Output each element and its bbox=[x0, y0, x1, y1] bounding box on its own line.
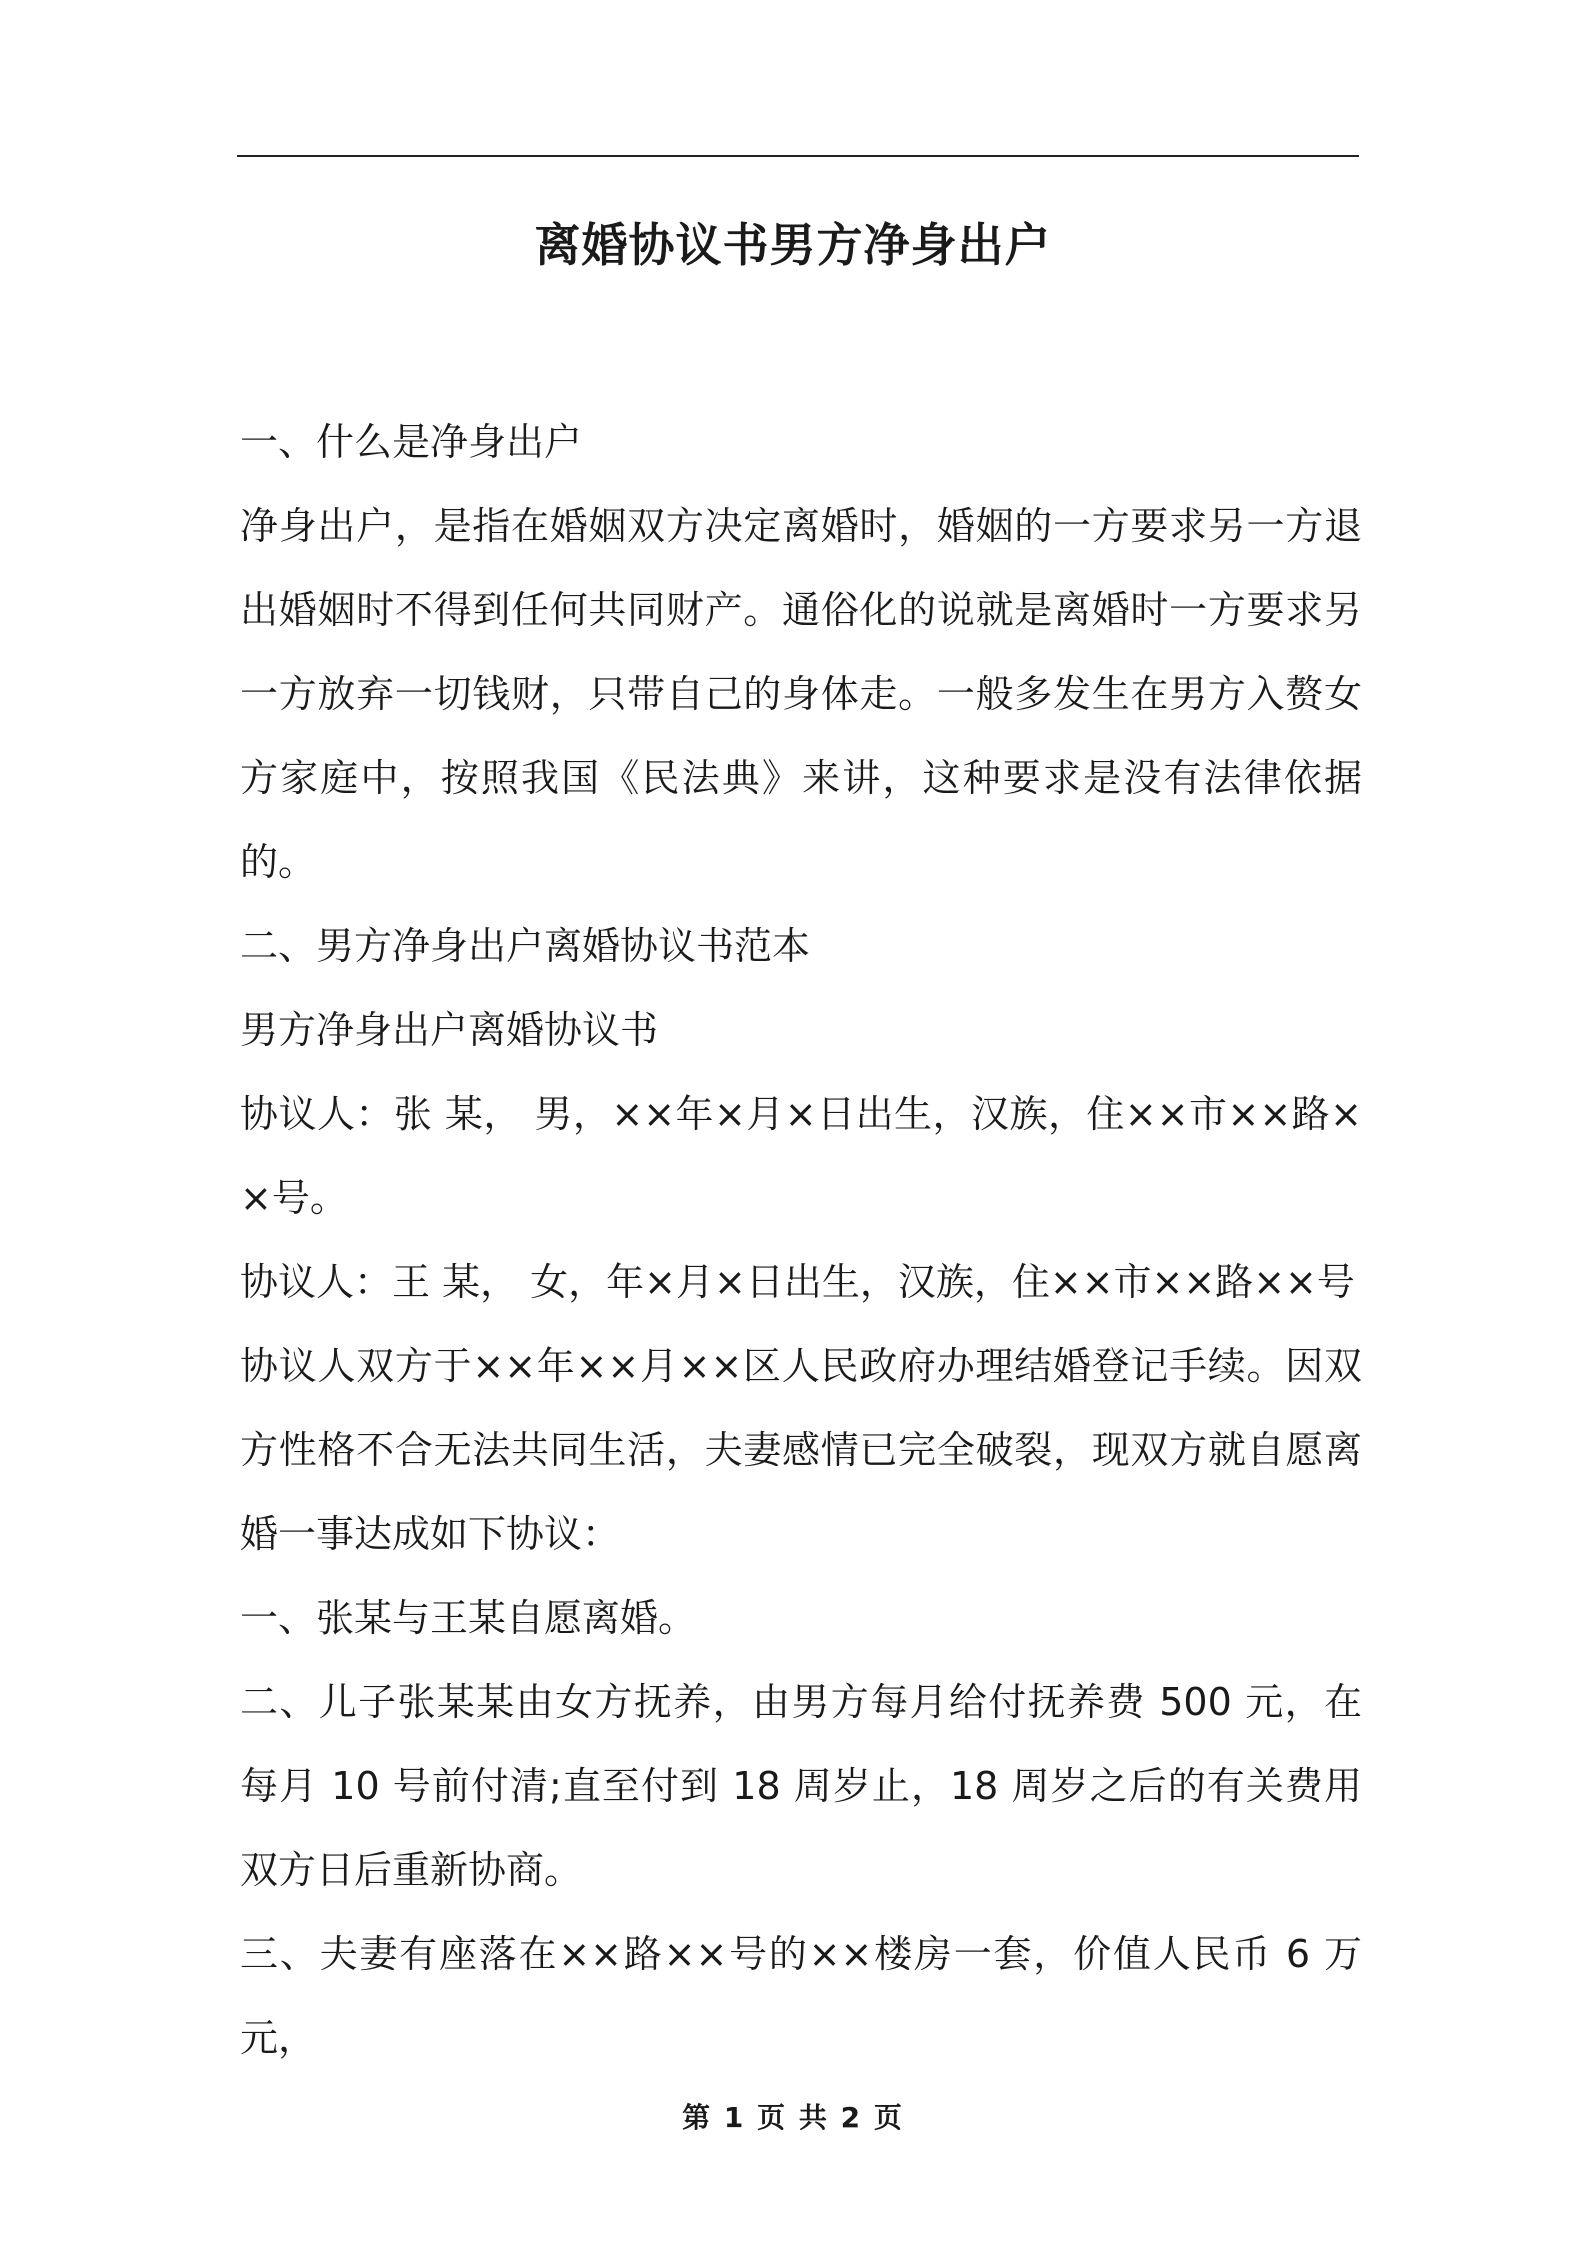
document-title: 离婚协议书男方净身出户 bbox=[534, 218, 1052, 272]
clause-3: 三、夫妻有座落在××路××号的××楼房一套，价值人民币 6 万元， bbox=[240, 1932, 1362, 2060]
document-body bbox=[240, 400, 1362, 2080]
agreement-preamble: 协议人双方于××年××月××区人民政府办理结婚登记手续。因双方性格不合无法共同生活，夫妻感情已完全破裂，现双方就自愿离婚一事达成如下协议： bbox=[240, 1344, 1362, 1556]
definition-paragraph: 净身出户，是指在婚姻双方决定离婚时，婚姻的一方要求另一方退出婚姻时不得到任何共同财产。通俗化的说就是离婚时一方要求另一方放弃一切钱财，只带自己的身体走。一般多发生在男方入赘女方家庭中，按照我国《民法典》来讲，这种要求是没有法律依据的。 bbox=[240, 504, 1362, 884]
party-female: 协议人：王 某， 女，年×月×日出生，汉族，住××市××路××号 bbox=[240, 1260, 1355, 1304]
section-heading-what-is: 一、什么是净身出户 bbox=[240, 420, 583, 464]
section-heading-template: 二、男方净身出户离婚协议书范本 bbox=[240, 924, 811, 968]
clause-2: 二、儿子张某某由女方抚养，由男方每月给付抚养费 500 元，在每月 10 号前付清;直至付到 18 周岁止，18 周岁之后的有关费用双方日后重新协商。 bbox=[240, 1680, 1362, 1892]
header-rule bbox=[237, 155, 1359, 157]
agreement-subtitle: 男方净身出户离婚协议书 bbox=[240, 1008, 659, 1052]
party-male: 协议人：张 某， 男，××年×月×日出生，汉族，住××市××路××号。 bbox=[240, 1092, 1362, 1220]
page-footer: 第 1 页 共 2 页 bbox=[682, 2101, 904, 2134]
clause-1: 一、张某与王某自愿离婚。 bbox=[240, 1596, 697, 1640]
